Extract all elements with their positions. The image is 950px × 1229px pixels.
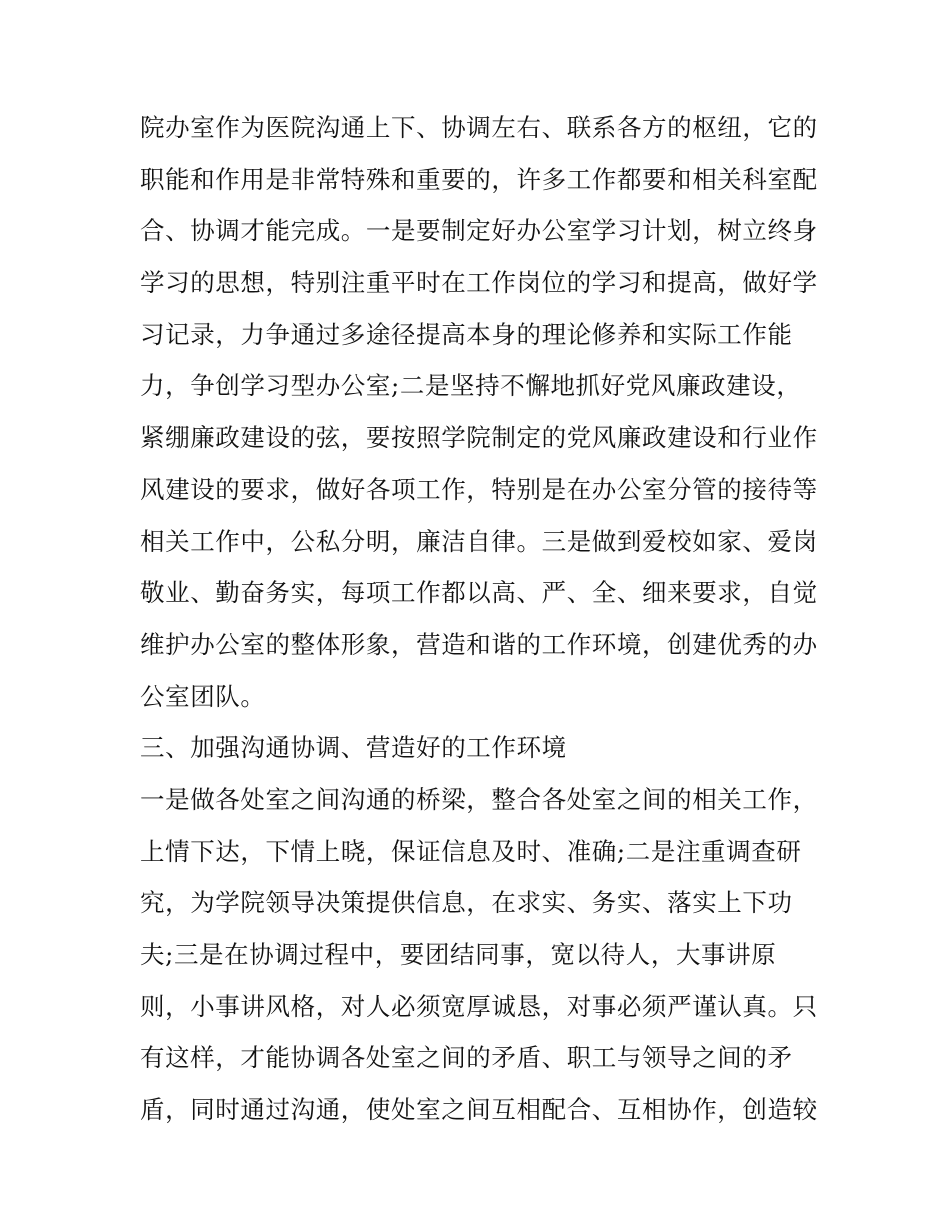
text-line: 合、协调才能完成。一是要制定好办公室学习计划，树立终身 [140, 216, 818, 246]
text-line: 风建设的要求，做好各项工作，特别是在办公室分管的接待等 [140, 474, 818, 504]
text-line: 紧绷廉政建设的弦，要按照学院制定的党风廉政建设和行业作 [140, 423, 818, 453]
text-line: 职能和作用是非常特殊和重要的，许多工作都要和相关科室配 [140, 164, 818, 194]
text-line: 习记录，力争通过多途径提高本身的理论修养和实际工作能 [140, 319, 793, 349]
text-line: 上情下达，下情上晓，保证信息及时、准确;二是注重调查研 [140, 836, 802, 866]
document-body [140, 102, 840, 1136]
text-line: 力，争创学习型办公室;二是坚持不懈地抓好党风廉政建设， [140, 371, 802, 401]
text-line: 夫;三是在协调过程中，要团结同事，宽以待人，大事讲原 [140, 940, 777, 969]
text-line: 敬业、勤奋务实，每项工作都以高、严、全、细来要求，自觉 [140, 578, 818, 608]
text-line: 究，为学院领导决策提供信息，在求实、务实、落实上下功 [140, 888, 793, 918]
text-line: 有这样，才能协调各处室之间的矛盾、职工与领导之间的矛 [140, 1043, 793, 1073]
text-line: 学习的思想，特别注重平时在工作岗位的学习和提高，做好学 [140, 268, 818, 298]
text-line: 公室团队。 [140, 681, 266, 711]
text-line: 一是做各处室之间沟通的桥梁，整合各处室之间的相关工作， [140, 784, 818, 814]
text-line: 则，小事讲风格，对人必须宽厚诚恳，对事必须严谨认真。只 [140, 991, 818, 1021]
text-line: 维护办公室的整体形象，营造和谐的工作环境，创建优秀的办 [140, 629, 818, 659]
text-line: 院办室作为医院沟通上下、协调左右、联系各方的枢纽，它的 [140, 113, 818, 142]
text-line: 相关工作中，公私分明，廉洁自律。三是做到爱校如家、爱岗 [140, 526, 818, 556]
section-heading: 三、加强沟通协调、营造好的工作环境 [140, 733, 567, 763]
text-line: 盾，同时通过沟通，使处室之间互相配合、互相协作，创造较 [140, 1095, 818, 1125]
